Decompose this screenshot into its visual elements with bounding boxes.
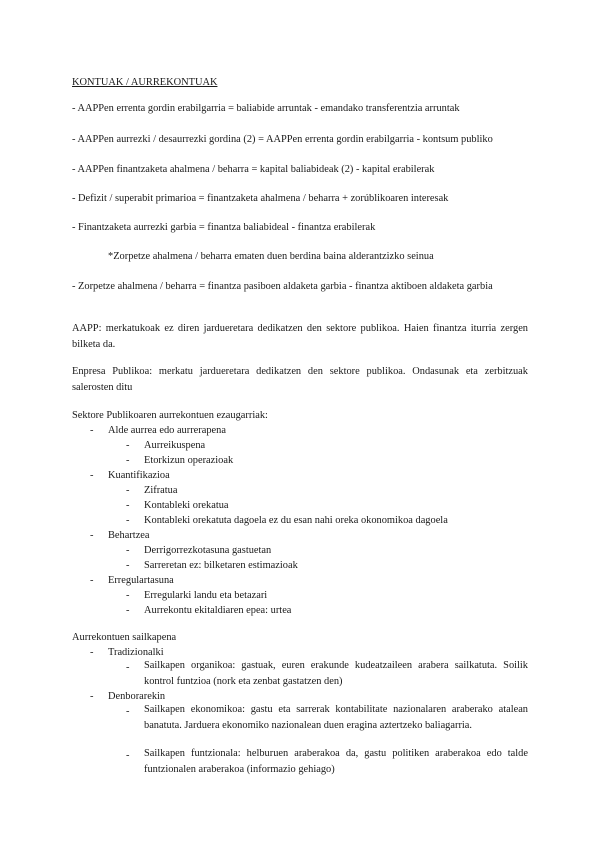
sublist-item: Aurreikuspena <box>144 440 206 451</box>
sublist-item: Etorkizun operazioak <box>144 455 234 466</box>
list-bullet: - <box>126 560 130 571</box>
definition-paragraph: AAPP: merkatukoak ez diren jardueretara dedikatzen den sektore publikoa. Haien finantza iturria zergen bilketa da. <box>72 323 528 350</box>
formula-line: - Finantzaketa aurrezki garbia = finantza baliabideal - finantza erabilerak <box>72 222 376 233</box>
list-bullet: - <box>126 706 130 717</box>
page-title: KONTUAK / AURREKONTUAK <box>72 77 218 88</box>
list-item: Denborarekin <box>108 691 166 702</box>
section-heading: Aurrekontuen sailkapena <box>72 632 177 643</box>
list-bullet: - <box>126 455 130 466</box>
sublist-item: Aurrekontu ekitaldiaren epea: urtea <box>144 605 292 616</box>
list-bullet: - <box>126 545 130 556</box>
list-bullet: - <box>90 530 94 541</box>
sublist-item: Kontableki orekatuta dagoela ez du esan nahi oreka okonomikoa dagoela <box>144 515 448 526</box>
list-item: Behartzea <box>108 530 150 541</box>
sublist-item: Sailkapen ekonomikoa: gastu eta sarrerak kontabilitate nazionalaren araberako atalean banatuta. Jarduera ekonomiko nazionalean duen eragina aztertzeko baliagarria. <box>144 704 528 731</box>
sublist-item: Erregularki landu eta betazari <box>144 590 268 601</box>
formula-line: - AAPPen finantzaketa ahalmena / beharra = kapital baliabideak (2) - kapital erabilerak <box>72 164 435 175</box>
list-item: Kuantifikazioa <box>108 470 170 481</box>
sublist-item: Zifratua <box>144 485 178 496</box>
list-bullet: - <box>90 425 94 436</box>
list-bullet: - <box>126 485 130 496</box>
definition-paragraph: Enpresa Publikoa: merkatu jardueretara dedikatzen den sektore publikoa. Ondasunak eta zerbitzuak salerosten ditu <box>72 366 528 393</box>
formula-note: *Zorpetze ahalmena / beharra ematen duen berdina baina alderantzizko seinua <box>108 251 434 262</box>
sublist-item: Kontableki orekatua <box>144 500 229 511</box>
sublist-item: Sarreretan ez: bilketaren estimazioak <box>144 560 298 571</box>
list-item: Alde aurrea edo aurrerapena <box>108 425 226 436</box>
list-bullet: - <box>90 470 94 481</box>
sublist-item: Sailkapen organikoa: gastuak, euren erakunde kudeatzaileen arabera sailkatuta. Soilik kontrol funtzioa (nork eta zenbat gastatzen den) <box>144 660 528 687</box>
formula-line: - Zorpetze ahalmena / beharra = finantza pasiboen aldaketa garbia - finantza aktiboen aldaketa garbia <box>72 281 493 292</box>
formula-line: - Defizit / superabit primarioa = finantzaketa ahalmena / beharra + zorúblikoaren interesak <box>72 193 449 204</box>
formula-line: - AAPPen errenta gordin erabilgarria = baliabide arruntak - emandako transferentzia arruntak <box>72 103 460 114</box>
list-bullet: - <box>126 662 130 673</box>
list-bullet: - <box>126 500 130 511</box>
list-item: Erregulartasuna <box>108 575 174 586</box>
list-bullet: - <box>126 605 130 616</box>
list-bullet: - <box>126 750 130 761</box>
list-bullet: - <box>90 575 94 586</box>
list-bullet: - <box>90 647 94 658</box>
list-bullet: - <box>126 515 130 526</box>
list-bullet: - <box>90 691 94 702</box>
list-bullet: - <box>126 440 130 451</box>
formula-line: - AAPPen aurrezki / desaurrezki gordina (2) = AAPPen errenta gordin erabilgarria - kontsum publiko <box>72 134 493 145</box>
section-heading: Sektore Publikoaren aurrekontuen ezaugarriak: <box>72 410 268 421</box>
list-bullet: - <box>126 590 130 601</box>
list-item: Tradizionalki <box>108 647 164 658</box>
sublist-item: Derrigorrezkotasuna gastuetan <box>144 545 272 556</box>
sublist-item: Sailkapen funtzionala: helburuen araberakoa da, gastu politiken araberakoa edo talde funtzionalen araberakoa (informazio gehiago) <box>144 748 528 775</box>
